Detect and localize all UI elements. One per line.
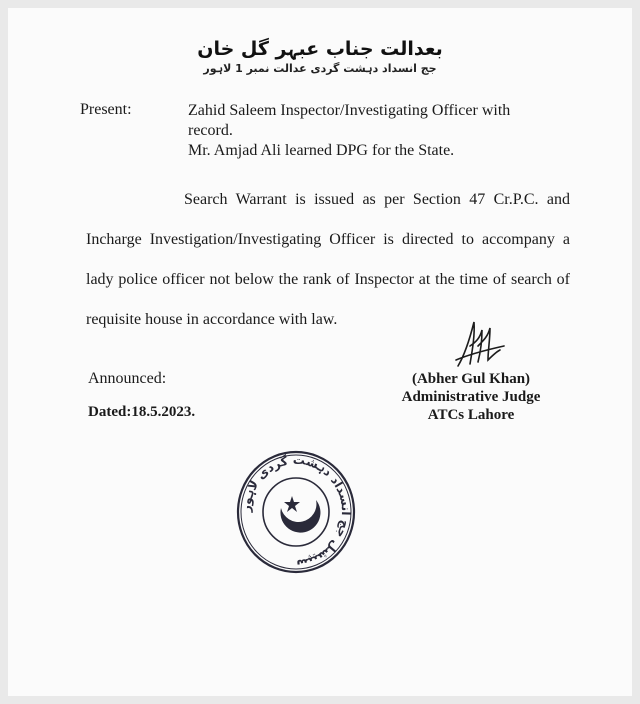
document-page bbox=[8, 8, 632, 696]
judge-name: (Abher Gul Khan) bbox=[411, 371, 531, 387]
court-header bbox=[8, 38, 632, 75]
court-seal bbox=[234, 448, 358, 576]
present-line-3: Mr. Amjad Ali learned DPG for the State. bbox=[188, 142, 455, 159]
present-list bbox=[188, 101, 568, 161]
judge-designation: Administrative Judge bbox=[401, 389, 541, 405]
court-title: بعدالت جناب عبہر گل خان bbox=[197, 38, 443, 60]
order-paragraph: Search Warrant is issued as per Section 47 Cr.P.C. and Incharge Investigation/Investigating Officer is directed to accompany a lady police officer not below the rank of Inspector at the time of search of requisite house in accordance with law. bbox=[86, 191, 570, 328]
announced-label: Announced: bbox=[88, 370, 167, 387]
present-label: Present: bbox=[80, 101, 132, 118]
seal-text: سپیشل جج انسداد دہشت گردی لاہور bbox=[238, 452, 354, 572]
court-subtitle: جج انسداد دہشت گردی عدالت نمبر 1 لاہور bbox=[203, 62, 437, 75]
present-line-1: Zahid Saleem Inspector/Investigating Officer with bbox=[188, 102, 511, 119]
svg-text:سپیشل جج انسداد دہشت گردی لاہو bbox=[239, 453, 353, 572]
present-line-2: record. bbox=[188, 122, 233, 139]
judge-block bbox=[386, 370, 556, 424]
dated-text: Dated:18.5.2023. bbox=[88, 404, 196, 420]
judge-signature bbox=[450, 316, 510, 376]
judge-court: ATCs Lahore bbox=[427, 407, 515, 423]
